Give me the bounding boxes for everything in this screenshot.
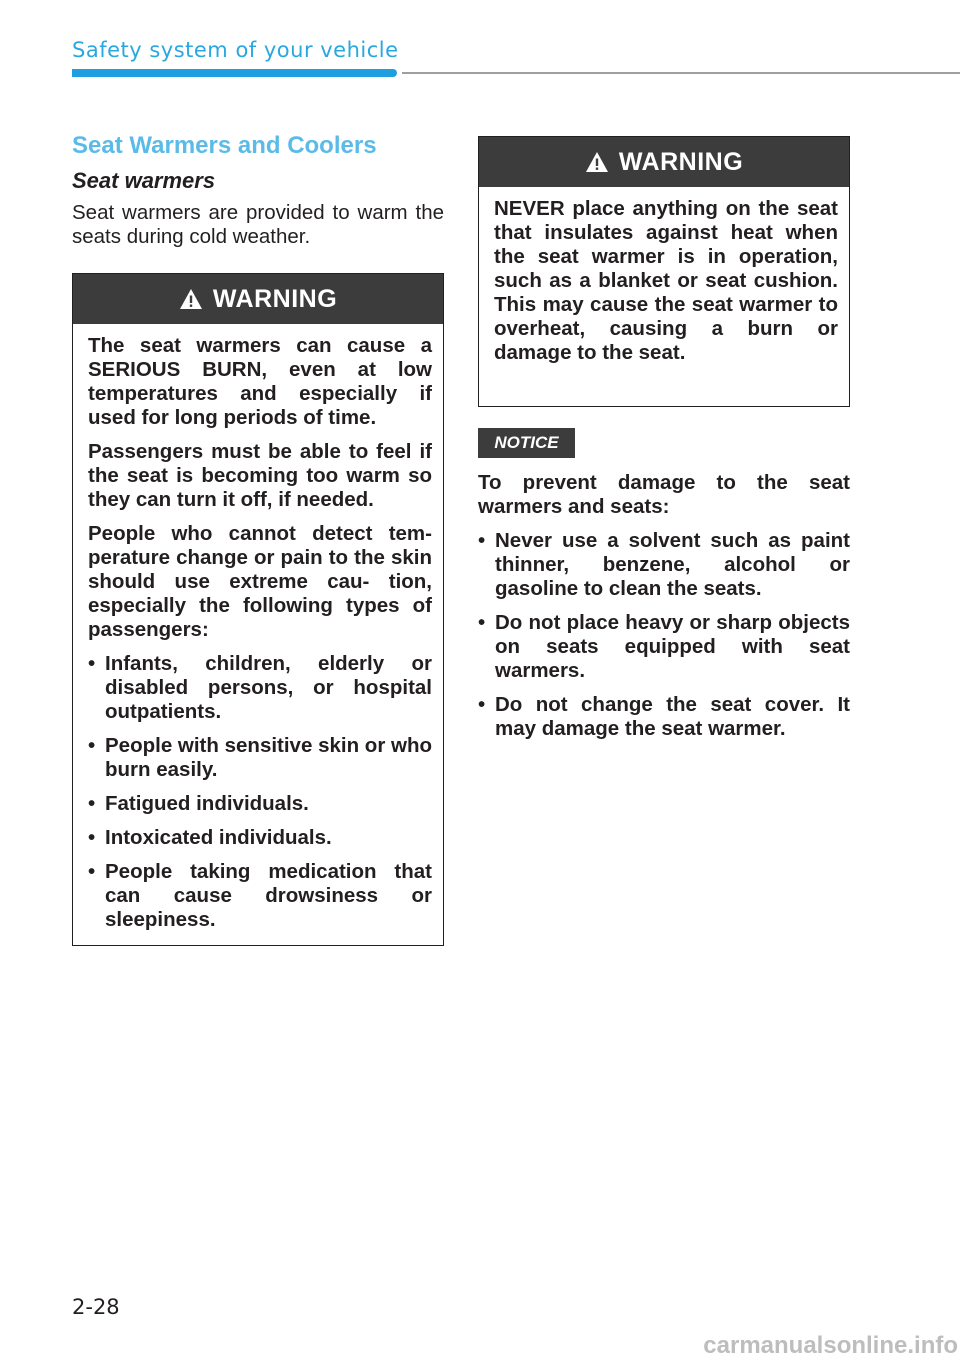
subsection-title: Seat warmers — [72, 168, 216, 193]
warning-body — [73, 324, 443, 932]
warning-box-left — [72, 273, 444, 946]
list-item: • People with sensitive skin or who burn easily. — [88, 734, 432, 782]
header-rule — [402, 72, 960, 74]
warning-box-right — [478, 136, 850, 407]
list-item: • Intoxicated individuals. — [88, 826, 432, 850]
warning-label: WARNING — [212, 284, 338, 313]
running-header: Safety system of your vehicle — [72, 38, 399, 62]
list-item: • Fatigued individuals. — [88, 792, 432, 816]
list-item: • Do not place heavy or sharp objects on seats equipped with seat warmers. — [478, 611, 850, 683]
warning-header — [479, 137, 849, 187]
list-item: • Infants, children, elderly or disabled persons, or hospital outpatients. — [88, 652, 432, 724]
watermark[interactable]: carmanualsonline.info — [703, 1332, 958, 1359]
list-item: • Never use a solvent such as paint thinner, benzene, alcohol or gasoline to clean the seats. — [478, 529, 850, 601]
header-accent-bar — [72, 69, 397, 77]
notice-bullet-list — [478, 529, 850, 741]
notice-body — [478, 471, 850, 751]
warning-bullet-list — [88, 652, 432, 932]
notice-badge: NOTICE — [478, 428, 575, 458]
warning-paragraph: The seat warmers can cause a SERIOUS BURN, even at low temperatures and especially if used for long periods of time. — [88, 334, 432, 429]
section-title: Seat Warmers and Coolers — [72, 132, 377, 159]
warning-triangle-icon — [585, 151, 609, 173]
intro-paragraph: Seat warmers are provided to warm the seats during cold weather. — [72, 201, 444, 248]
warning-body — [479, 187, 849, 365]
list-item: • Do not change the seat cover. It may damage the seat warmer. — [478, 693, 850, 741]
warning-paragraph: NEVER place anything on the seat that insulates against heat when the seat warmer is in operation, such as a blanket or seat cushion. This may cause the seat warmer to overheat, causing a burn or damage to the seat. — [494, 197, 838, 364]
warning-triangle-icon — [179, 288, 203, 310]
page-number: 2-28 — [72, 1295, 120, 1319]
warning-paragraph: Passengers must be able to feel if the seat is becoming too warm so they can turn it off, if needed. — [88, 440, 432, 511]
warning-header — [73, 274, 443, 324]
list-item: • People taking medication that can cause drowsiness or sleepiness. — [88, 860, 432, 932]
notice-intro: To prevent damage to the seat warmers and seats: — [478, 471, 850, 518]
warning-label: WARNING — [618, 147, 744, 176]
warning-paragraph: People who cannot detect tem- perature change or pain to the skin should use extreme cau- tion, especially the following types of passengers: — [88, 522, 432, 641]
